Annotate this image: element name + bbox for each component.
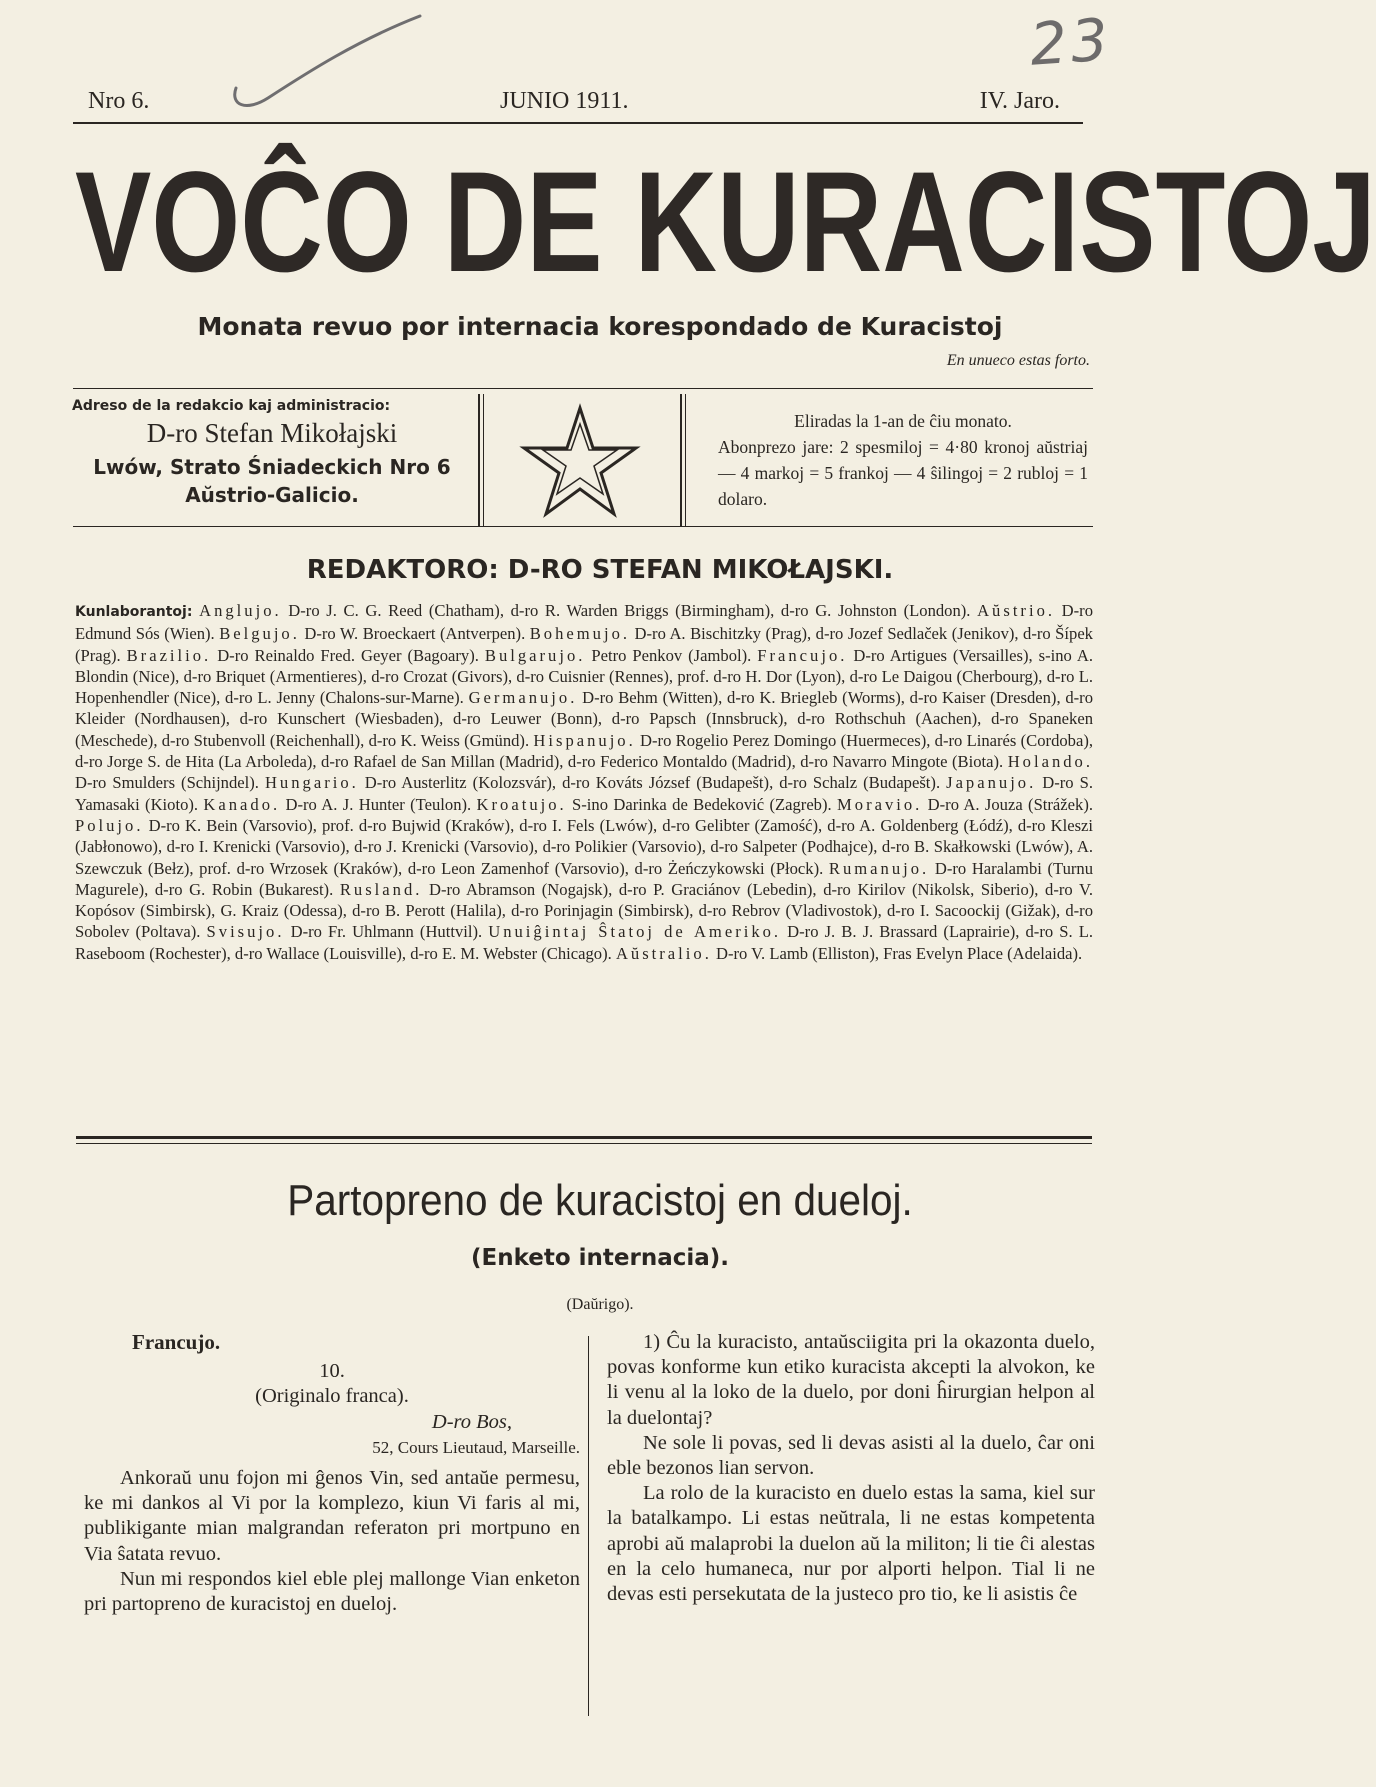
address-block (72, 398, 472, 507)
paragraph: Ne sole li povas, sed li devas asisti al la duelo, ĉar oni eble bezonos lian servon. (607, 1431, 1095, 1480)
editor-name: D-ro Stefan Mikołajski (146, 418, 398, 448)
masthead-motto: En unueco estas forto. (946, 352, 1090, 369)
response-number: 10. (319, 1360, 345, 1383)
contributor-entries: D-ro Austerlitz (Kolozsvár), d-ro Kováts József (Budapešt), d-ro Schalz (Budapešt). (358, 773, 947, 793)
article-title: Partopreno de kuracistoj en dueloj. (287, 1176, 913, 1225)
paragraph: La rolo de la kuracisto en duelo estas la sama, kiel sur la batalkampo. Li estas neŭtrala, li ne estas kompetenta aprobi aŭ malaprobi la duelon aŭ la militon; li tie ĉi alestas en la celo humaneca, nur por alporti helpon. Tial li ne devas esti persekutata de la justeco pro tio, ke li asistis ĉe (607, 1482, 1095, 1606)
country-name: Aŭstralio. (615, 943, 712, 963)
paragraph: 1) Ĉu la kuracisto, antaŭsciigita pri la okazonta duelo, povas konforme kun etiko kuracista akcepti la alvokon, ke li venu al la loko de la duelo, por doni ĥirurgian helpon al la duelontaj? (607, 1331, 1095, 1429)
info-bottom-rule (73, 526, 1093, 527)
masthead-title: VOĈO DE KURACISTOJ (75, 143, 1376, 302)
country-name: Unuiĝintaj Ŝtatoj de Ameriko. (488, 922, 782, 942)
contributor-entries: D-ro Smulders (Schijndel). (75, 773, 265, 793)
issue-year: IV. Jaro. (979, 88, 1060, 114)
country-name: Hispanujo. (533, 730, 636, 750)
info-divider-left (478, 394, 480, 526)
info-divider-left-2 (483, 394, 484, 526)
contributors-list (75, 600, 1093, 964)
respondent-name: D-ro Bos, (431, 1410, 512, 1433)
address-label: Adreso de la redakcio kaj administracio: (72, 398, 391, 414)
contributor-entries: D-ro J. C. G. Reed (Chatham), d-ro R. Warden Briggs (Birmingham), d-ro G. Johnston (London). (281, 601, 978, 620)
country-name: Svisujo. (206, 922, 285, 942)
country-name: Hungario. (264, 773, 359, 793)
country-name: Polujo. (75, 815, 144, 835)
contributor-entries: D-ro V. Lamb (Elliston), Fras Evelyn Place (Adelaida). (711, 943, 1083, 963)
country-name: Francujo. (757, 645, 848, 665)
right-column (607, 1330, 1095, 1607)
country-name: Moravio. (837, 794, 923, 814)
country-name: Bohemujo. (529, 624, 631, 644)
esperanto-star-icon (520, 404, 640, 524)
info-divider-right (680, 394, 682, 526)
header-rule (73, 122, 1083, 124)
subscription-price: Abonprezo jare: 2 spesmiloj = 4·80 kronoj aŭstriaj — 4 markoj = 5 frankoj — 4 ŝilingoj = 2 rubloj = 1 dolaro. (718, 437, 1088, 509)
contributor-entries: D-ro Artigues (Versailles), s-ino A. Blondin (Nice), d-ro Briquet (Armentieres), d-ro Crozat (Givors), d-ro Cuisnier (Rennes), prof. d-ro H. Dor (Lyon), d-ro Le Daigou (Cherbourg), d-ro L. Hopenhendler (Nice), d-ro L. Jenny (Chalons-sur-Marne). (75, 645, 1093, 708)
country-name: Bulgarujo. (484, 645, 586, 665)
info-top-rule (73, 388, 1093, 389)
country-name: Belgujo. (219, 624, 300, 644)
section-rule-top (76, 1136, 1092, 1139)
contributors-label: Kunlaborantoj: (75, 604, 193, 620)
contributor-entries: D-ro Rogelio Perez Domingo (Huermeces), d-ro Linarés (Cordoba), d-ro Jorge S. de Hita (La Arboleda), d-ro Rafael de San Millan (Madrid), d-ro Federico Montaldo (Madrid), d-ro Navarro Mingote (Biota). (75, 730, 1093, 772)
paragraph: Nun mi respondos kiel eble plej mallonge Vian enketon pri partopreno de kuracistoj en dueloj. (84, 1567, 580, 1616)
contributor-entries: D-ro Behm (Witten), d-ro K. Briegleb (Worms), d-ro Kaiser (Dresden), d-ro Kleider (Nordhausen), d-ro Kunschert (Wiesbaden), d-ro Leuwer (Bonn), d-ro Papsch (Innsbruck), d-ro Rothschuh (Aachen), d-ro Spaneken (Meschede), d-ro Stubenvoll (Reichenhall), d-ro K. Weiss (Gmünd). (75, 688, 1093, 750)
handwritten-page-number: 23 (1027, 5, 1115, 79)
country-name: Germanujo. (468, 688, 578, 708)
region: Aŭstrio-Galicio. (185, 483, 359, 507)
contributor-entries: D-ro A. Bischitzky (Prag), d-ro Jozef Sedlaček (Jenikov), d-ro Šípek (Prag). (75, 624, 1093, 665)
country-name: Aŭstrio. (977, 601, 1056, 620)
section-rule-bottom (76, 1143, 1092, 1144)
info-divider-right-2 (685, 394, 686, 526)
country-name: Rumanujo. (828, 858, 930, 878)
contributor-entries: D-ro Reinaldo Fred. Geyer (Bagoary). (211, 645, 485, 665)
country-name: Rusland. (339, 879, 423, 899)
pricing-block (718, 408, 1088, 512)
country-name: Kanado. (203, 794, 281, 814)
contributor-entries: D-ro S. Yamasaki (Kioto). (75, 773, 1093, 814)
contributor-entries: D-ro J. B. J. Brassard (Laprairie), d-ro S. L. Raseboom (Rochester), d-ro Wallace (Louisville), d-ro E. M. Webster (Chicago). (75, 922, 1093, 963)
country-name: Kroatujo. (476, 794, 567, 814)
respondent-address: 52, Cours Lieutaud, Marseille. (372, 1437, 580, 1457)
country-name: Japanujo. (946, 773, 1037, 793)
contributor-entries: D-ro A. Jouza (Strážek). (922, 794, 1094, 814)
country-name: Brazilio. (126, 645, 212, 665)
original-language: (Originalo franca). (255, 1385, 409, 1408)
article-subtitle: (Enketo internacia). (470, 1245, 730, 1271)
paragraph: Ankoraŭ unu fojon mi ĝenos Vin, sed antaŭe permesu, ke mi dankos al Vi por la komplezo, kiun Vi faris al mi, publikigante mian malgrandan referaton pri mortpuno en Via ŝatata revuo. (84, 1467, 580, 1565)
contributor-entries: D-ro Abramson (Nogajsk), d-ro P. Graciánov (Lebedin), d-ro Kirilov (Nikolsk, Siberio), d-ro V. Kopósov (Simbirsk), G. Kraiz (Odessa), d-ro B. Perott (Halila), d-ro Porinjagin (Simbirsk), d-ro Rebrov (Vladivostok), d-ro I. Sacoockij (Gižak), d-ro Sobolev (Poltava). (75, 879, 1093, 942)
contributor-entries: S-ino Darinka de Bedeković (Zagreb). (566, 794, 838, 814)
issue-number: Nro 6. (88, 88, 150, 114)
contributor-entries: D-ro K. Bein (Varsovio), prof. d-ro Bujwid (Kraków), d-ro I. Fels (Lwów), d-ro Gelibter (Zamość), d-ro A. Goldenberg (Łódź), d-ro Kleszi (Jabłonowo), d-ro I. Krenicki (Varsovio), d-ro J. Krenicki (Varsovio), d-ro Polikier (Varsovio), d-ro Salpeter (Podhajce), d-ro B. Skałkowski (Lwów), A. Szewczuk (Bełz), prof. d-ro Wrzosek (Kraków), d-ro Leon Zamenhof (Varsovio), d-ro Żeńczykowski (Płock). (75, 815, 1093, 878)
contributor-entries: Petro Penkov (Jambol). (585, 645, 758, 665)
issue-date: JUNIO 1911. (500, 88, 629, 114)
country-name: Anglujo. (199, 601, 282, 620)
country-name: Holando. (1007, 752, 1093, 772)
column-divider (588, 1336, 589, 1716)
left-column (84, 1330, 580, 1617)
contributor-entries: D-ro Edmund Sós (Wien). (75, 601, 1093, 644)
contributor-entries: D-ro W. Broeckaert (Antverpen). (299, 624, 530, 644)
article-continuation-note: (Daŭrigo). (566, 1296, 634, 1313)
contributor-entries: D-ro Haralambi (Turnu Magurele), d-ro G. Robin (Bukarest). (75, 858, 1093, 899)
publication-schedule: Eliradas la 1-an de ĉiu monato. (794, 411, 1012, 431)
contributor-entries: D-ro A. J. Hunter (Teulon). (280, 794, 477, 814)
editor-line: REDAKTORO: D-RO STEFAN MIKOŁAJSKI. (306, 555, 894, 585)
street-address: Lwów, Strato Śniadeckich Nro 6 (93, 455, 451, 479)
section-heading: Francujo. (132, 1330, 221, 1354)
contributor-entries: D-ro Fr. Uhlmann (Huttvil). (284, 922, 489, 942)
masthead-subtitle: Monata revuo por internacia korespondado de Kuracistoj (197, 312, 1003, 341)
